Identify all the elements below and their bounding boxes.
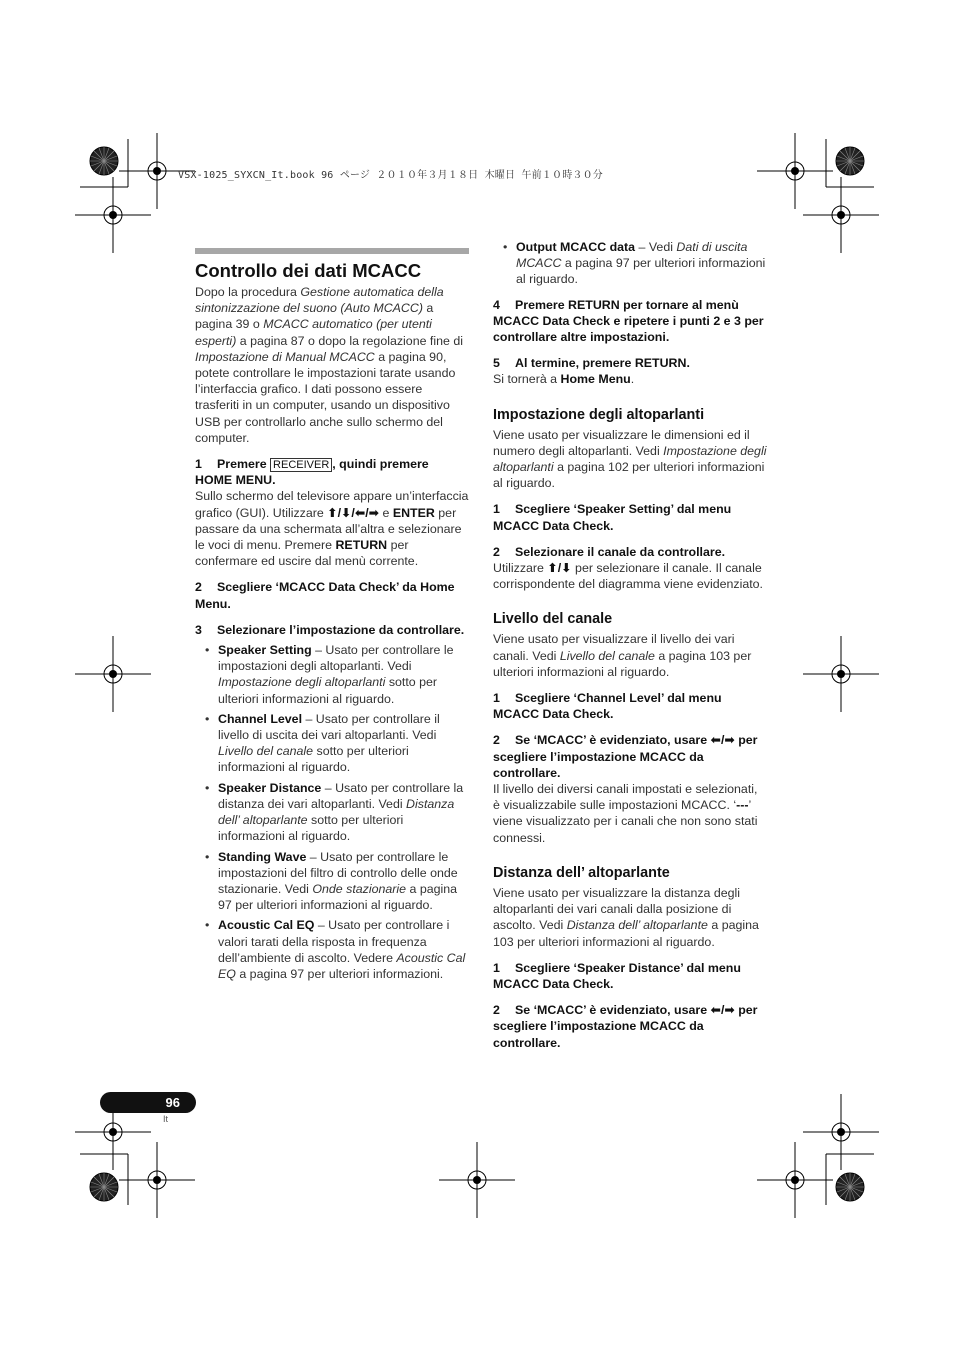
text-run: Utilizzare bbox=[493, 561, 548, 576]
step-1-description bbox=[195, 488, 469, 569]
text-run: Home Menu bbox=[560, 372, 631, 387]
right-column bbox=[493, 239, 767, 1051]
text-run: sotto per ulteriori informazioni al riguardo. bbox=[218, 675, 438, 706]
bullet-acoustic-cal-eq: • Acoustic Cal EQ – Usato per controllare i valori tarati della risposta in frequenza dell’ambiente di ascolto. Vedere Acoustic Cal EQ a pagina 97 per ulteriori informazioni. bbox=[195, 917, 469, 982]
step-1: 1 Premere RECEIVER , quindi premere HOME MENU. bbox=[195, 457, 429, 488]
text-run: – Usato per controllare il livello di uscita dei vari altoparlanti. Vedi bbox=[218, 711, 440, 743]
heading-speaker-distance: Distanza dell’ altoparlante bbox=[493, 864, 670, 881]
text-run: Viene usato per visualizzare il livello dei vari canali. Vedi bbox=[493, 632, 735, 663]
text-run: Onde stazionarie bbox=[312, 881, 407, 896]
text-run: per confermare ed uscire dal menù corrente. bbox=[195, 538, 419, 569]
text-run: Sullo schermo del televisore appare un’interfaccia grafico (GUI). Utilizzare bbox=[195, 489, 469, 520]
step-4: 4 Premere RETURN per tornare al menù MCACC Data Check e ripetere i punti 2 e 3 per controllare altre impostazioni. bbox=[493, 297, 764, 345]
bullet-output-mcacc-data: • Output MCACC data – Vedi Dati di uscita MCACC a pagina 97 per ulteriori informazioni al riguardo. bbox=[493, 239, 767, 288]
text-run: – Usato per controllare la distanza dei vari altoparlanti. Vedi bbox=[218, 780, 464, 811]
text-run: a pagina 97 per ulteriori informazioni. bbox=[235, 966, 444, 981]
text-run: – Vedi bbox=[635, 240, 677, 254]
text-run: Viene usato per visualizzare le dimensioni ed il numero degli altoparlanti. Vedi bbox=[493, 427, 750, 458]
text-run: a pagina 87 o dopo la regolazione fine di bbox=[236, 333, 463, 348]
text-run: ’ viene visualizzato per i canali che non sono stati connessi. bbox=[493, 798, 758, 845]
text-run: – Usato per controllare le impostazioni degli altoparlanti. Vedi bbox=[218, 643, 454, 674]
bullet-standing-wave: • Standing Wave – Usato per controllare le impostazioni del filtro di controllo delle onde stazionarie. Vedi Onde stazionarie a pagina 97 per ulteriori informazioni al riguardo. bbox=[195, 849, 469, 914]
text-run: Dopo la procedura bbox=[195, 285, 301, 299]
text-run: ⬆/⬇/⬅/➡ bbox=[327, 505, 380, 520]
text-run: MCACC automatico (per utenti esperti) bbox=[195, 317, 432, 348]
speaker-setting-step-1: 1 Scegliere ‘Speaker Setting’ dal menu MCACC Data Check. bbox=[493, 502, 732, 533]
channel-level-step-1: 1 Scegliere ‘Channel Level’ dal menu MCACC Data Check. bbox=[493, 691, 722, 722]
channel-level-description bbox=[493, 631, 767, 680]
text-run: a pagina 97 per ulteriori informazioni al riguardo. bbox=[516, 256, 766, 287]
print-file-header: VSX-1025_SYXCN_It.book 96 ページ ２０１０年３月１８日 木曜日 午前１０時３０分 bbox=[178, 170, 603, 181]
bullet-channel-level: • Channel Level – Usato per controllare il livello di uscita dei vari altoparlanti. Vedi Livello del canale sotto per ulteriori informazioni al riguardo. bbox=[195, 711, 469, 776]
speaker-distance-step-2: 2 Se ‘MCACC’ è evidenziato, usare ⬅/➡ per scegliere l’impostazione MCACC da controllare. bbox=[493, 1003, 758, 1050]
intro-paragraph bbox=[195, 284, 469, 446]
text-run: Distanza dell’ altoparlante bbox=[218, 796, 455, 828]
text-run: Impostazione degli altoparlanti bbox=[493, 443, 767, 475]
crop-mark-top-right bbox=[757, 133, 879, 253]
crop-mark-bottom-right bbox=[757, 1094, 879, 1218]
bullet-speaker-setting: • Speaker Setting – Usato per controllare le impostazioni degli altoparlanti. Vedi Impostazione degli altoparlanti sotto per ulteriori informazioni al riguardo. bbox=[195, 642, 469, 707]
step-5: 5 Al termine, premere RETURN. bbox=[493, 356, 690, 371]
heading-channel-level: Livello del canale bbox=[493, 611, 613, 628]
text-run: . bbox=[630, 372, 635, 387]
text-run: --- bbox=[736, 798, 749, 813]
text-run: Impostazione di Manual MCACC bbox=[195, 349, 375, 364]
text-run: per passare da una schermata all’altra e selezionare le voci di menu. Premere bbox=[195, 505, 462, 553]
text-run: Viene usato per visualizzare la distanza degli altoparlanti dei vari canali dalla posizione di ascolto. Vedi bbox=[493, 885, 741, 933]
text-run: ENTER bbox=[392, 505, 435, 520]
text-run: Livello del canale bbox=[218, 744, 314, 759]
text-run: a pagina 103 per ulteriori informazioni al riguardo. bbox=[493, 918, 759, 949]
text-run: Livello del canale bbox=[559, 648, 655, 663]
text-run: Acoustic Cal EQ bbox=[218, 950, 466, 981]
text-run: per selezionare il canale. Il canale corrispondente del diagramma viene evidenziato. bbox=[493, 561, 763, 592]
left-column bbox=[195, 248, 469, 982]
receiver-key: RECEIVER bbox=[270, 458, 332, 472]
text-run: a pagina 97 per ulteriori informazioni al riguardo. bbox=[218, 881, 458, 913]
text-run: Dati di uscita MCACC bbox=[516, 240, 748, 271]
page-number-badge: 96 bbox=[100, 1092, 196, 1113]
text-run: Distanza dell’ altoparlante bbox=[566, 918, 708, 933]
text-run: a pagina 103 per ulteriori informazioni al riguardo. bbox=[493, 648, 752, 679]
text-run: Il livello dei diversi canali impostati e selezionati, è visualizzabile sulle impostazioni MCACC. ‘ bbox=[493, 782, 758, 813]
page-title: Controllo dei dati MCACC bbox=[195, 260, 422, 281]
text-run: a pagina 102 per ulteriori informazioni al riguardo. bbox=[493, 460, 765, 491]
crop-mark-mid-left bbox=[75, 636, 151, 712]
text-run: e bbox=[379, 505, 393, 520]
speaker-setting-description bbox=[493, 427, 767, 492]
text-run: sotto per ulteriori informazioni al riguardo. bbox=[218, 744, 409, 775]
text-run: – Usato per controllare i valori tarati della risposta in frequenza dell’ambiente di ascolto. Vedere bbox=[218, 918, 450, 965]
language-code: It bbox=[163, 1114, 169, 1124]
text-run: Gestione automatica della sintonizzazione del suono (Auto MCACC) bbox=[195, 285, 444, 316]
heading-speaker-setting: Impostazione degli altoparlanti bbox=[493, 406, 705, 423]
speaker-setting-step-2-description bbox=[493, 560, 767, 592]
bullet-speaker-distance: • Speaker Distance – Usato per controllare la distanza dei vari altoparlanti. Vedi Distanza dell’ altoparlante sotto per ulteriori informazioni al riguardo. bbox=[195, 780, 469, 845]
crop-mark-mid-right bbox=[803, 636, 879, 712]
text-run: a pagina 39 o bbox=[195, 301, 434, 332]
step-5-description bbox=[493, 371, 767, 387]
text-run: – Usato per controllare le impostazioni del filtro di controllo delle onde stazionarie. Vedi bbox=[218, 849, 458, 896]
crop-mark-top-left bbox=[75, 133, 195, 253]
step-3: 3 Selezionare l’impostazione da controllare. bbox=[195, 622, 465, 637]
crop-mark-bottom-center bbox=[439, 1142, 515, 1218]
text-run: a pagina 90, potete controllare le impostazioni tarate usando l’interfaccia grafico. I dati possono essere trasferiti in un computer, usando un dispositivo USB per controllarlo anche sullo schermo del computer. bbox=[195, 349, 456, 445]
text-run: Impostazione degli altoparlanti bbox=[218, 675, 386, 690]
channel-level-step-2: 2 Se ‘MCACC’ è evidenziato, usare ⬅/➡ per scegliere l’impostazione MCACC da controllare. bbox=[493, 733, 758, 780]
speaker-distance-description bbox=[493, 885, 767, 950]
step-2: 2 Scegliere ‘MCACC Data Check’ da Home Menu. bbox=[195, 580, 455, 611]
speaker-distance-step-1: 1 Scegliere ‘Speaker Distance’ dal menu MCACC Data Check. bbox=[493, 960, 741, 991]
text-run: ⬆/⬇ bbox=[547, 561, 572, 576]
text-run: RETURN bbox=[335, 538, 388, 553]
speaker-setting-step-2: 2 Selezionare il canale da controllare. bbox=[493, 544, 726, 559]
text-run: sotto per ulteriori informazioni al riguardo. bbox=[218, 813, 404, 844]
text-run: Si tornerà a bbox=[493, 372, 561, 387]
section-title-bar bbox=[195, 248, 469, 254]
channel-level-step-2-description bbox=[493, 781, 767, 846]
